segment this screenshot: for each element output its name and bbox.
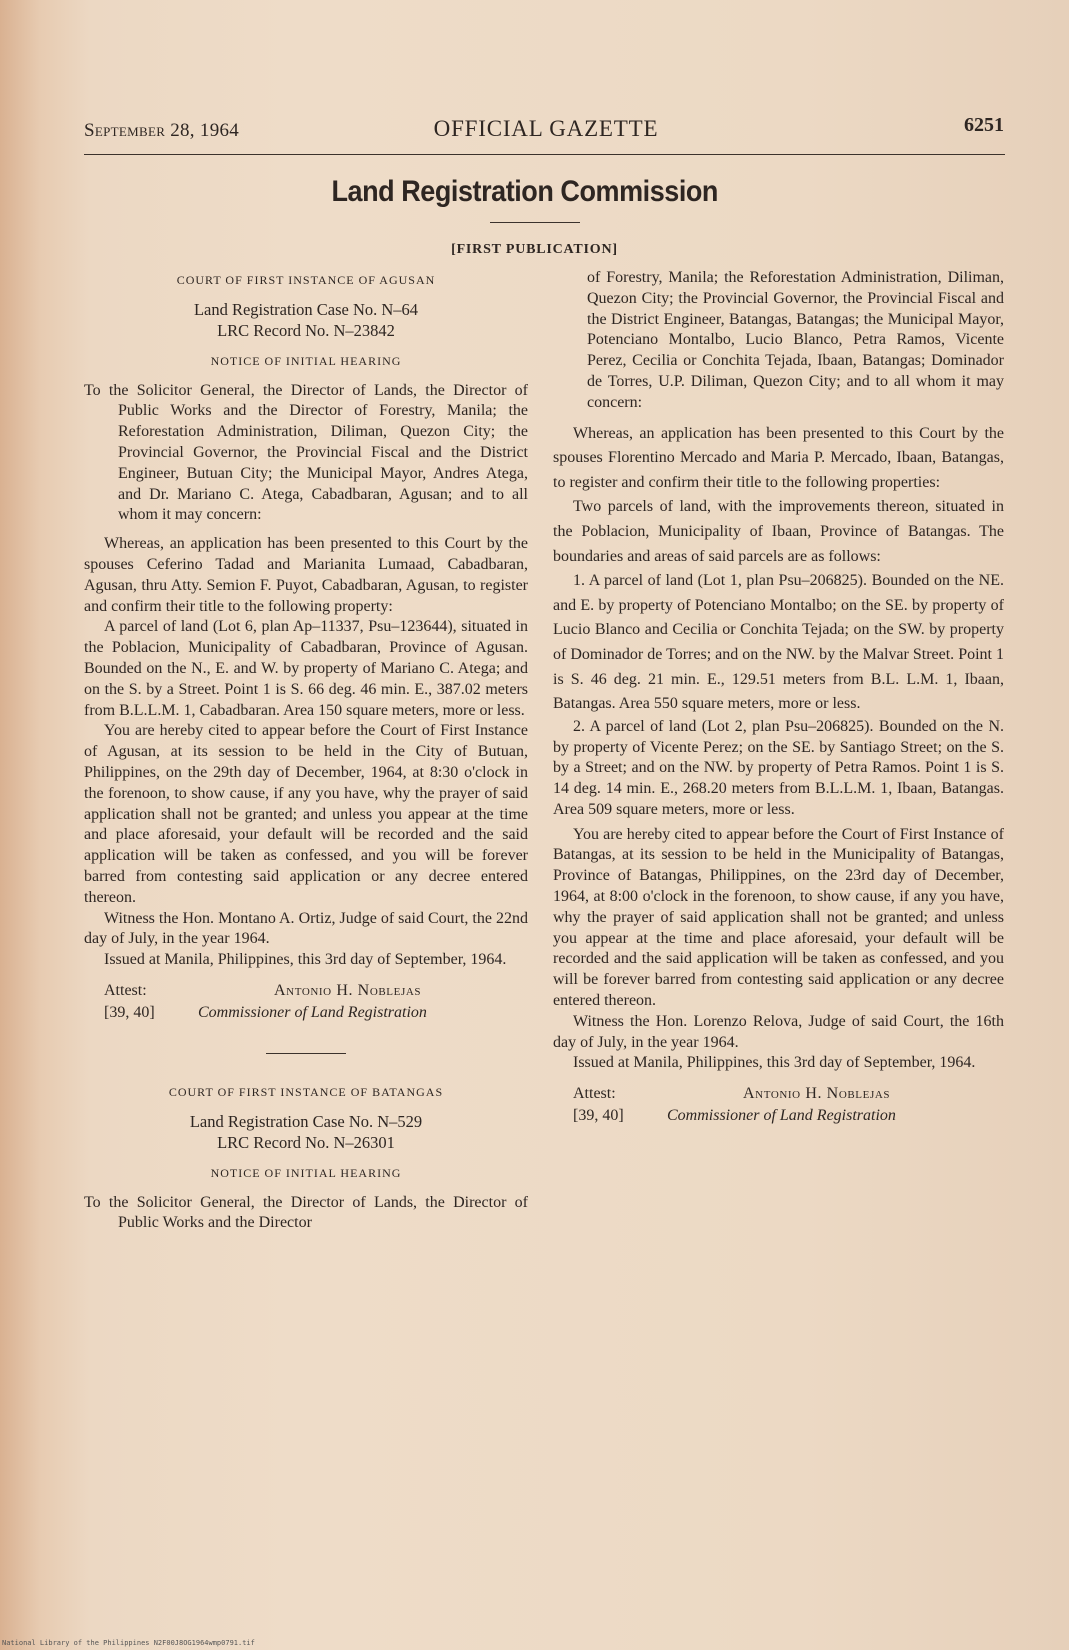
addressees-continued: of Forestry, Manila; the Reforestation Administration, Diliman, Quezon City; the Provincial Governor, the Provincial Fiscal and the District Engineer, Batangas, Batangas; the Municipal Mayor, Potenciano Montalbo, Lucio Blanco, Petra Ramos, Vicente Perez, Cecilia or Conchita Tejada, Ibaan, Batangas; Dominador de Torres, U.P. Diliman, Quezon City; and to all whom it may concern: <box>587 269 1004 411</box>
notice-title: NOTICE OF INITIAL HEARING <box>210 1165 402 1180</box>
paragraph: 1. A parcel of land (Lot 1, plan Psu–206825). Bounded on the NE. and E. by property of Potenciano Montalbo; on the SE. by property of Lucio Blanco and Cecilia or Conchita Tejada; on the SW. by property of Dominador de Torres; and on the NW. by the Malvar Street. Point 1 is S. 46 deg. 21 min. E., 129.51 meters from B.L. L.M. 1, Ibaan, Batangas. Area 550 square meters, more or less. <box>553 572 1004 713</box>
page-number: 6251 <box>964 114 1004 136</box>
case-number: Land Registration Case No. N–64 <box>193 299 419 319</box>
lrc-record: LRC Record No. N–23842 <box>217 320 395 340</box>
title-underline <box>490 222 580 223</box>
page-header <box>84 110 1008 150</box>
notice-title: NOTICE OF INITIAL HEARING <box>210 353 402 368</box>
case-number: Land Registration Case No. N–529 <box>189 1111 423 1131</box>
paragraph: Whereas, an application has been presented to this Court by the spouses Ceferino Tadad and Marianita Lumaad, Cabadbaran, Agusan, thru Atty. Semion F. Puyot, Cabadbaran, Agusan, to register and confirm their title to the following property: <box>84 535 528 615</box>
paragraph: You are hereby cited to appear before the Court of First Instance of Batangas, at its session to be held in the Municipality of Batangas, Province of Batangas, Philippines, on the 23rd day of December, 1964, at 8:00 o'clock in the forenoon, to show cause, if any you have, why the prayer of said application shall not be granted; and unless you appear at the time and place aforesaid, your default will be recorded and the said application will be taken as confessed, and you will be forever barred from contesting said application or any decree entered thereon. <box>553 825 1004 1010</box>
paragraph: 2. A parcel of land (Lot 2, plan Psu–206825). Bounded on the N. by property of Vicente Perez; on the SE. by Santiago Street; on the S. by a Street; and on the NW. by property of Petra Ramos. Point 1 is S. 14 deg. 14 min. E., 268.20 meters from B.L.L.M. 1, Ibaan, Batangas. Area 509 square meters, more or less. <box>553 717 1004 818</box>
gazette-title: OFFICIAL GAZETTE <box>433 116 659 141</box>
attestation <box>553 1084 1004 1128</box>
paragraph: Two parcels of land, with the improvements thereon, situated in the Poblacion, Municipality of Ibaan, Province of Batangas. The boundaries and areas of said parcels are as follows: <box>553 498 1004 565</box>
paragraph: Issued at Manila, Philippines, this 3rd day of September, 1964. <box>104 951 507 969</box>
signatory-name: Antonio H. Noblejas <box>274 981 422 999</box>
publication-note: [FIRST PUBLICATION] <box>451 242 618 257</box>
court-name: COURT OF FIRST INSTANCE OF AGUSAN <box>176 273 436 287</box>
section-title: Land Registration Commission <box>331 175 718 208</box>
paragraph: Witness the Hon. Montano A. Ortiz, Judge of said Court, the 22nd day of July, in the year 1964. <box>84 909 528 948</box>
scan-footer: National Library of the Philippines N2F00J8OG1964wmp0791.tif <box>2 1639 255 1647</box>
paragraph: Witness the Hon. Lorenzo Relova, Judge of said Court, the 16th day of July, in the year 1964. <box>553 1012 1004 1051</box>
issue-date: September 28, 1964 <box>84 120 240 141</box>
attestation <box>84 981 528 1025</box>
lrc-record: LRC Record No. N–26301 <box>217 1132 395 1152</box>
left-column <box>84 268 528 1234</box>
attest-label: Attest: <box>104 981 147 999</box>
signatory-name: Antonio H. Noblejas <box>743 1085 891 1103</box>
header-rule <box>84 154 1005 155</box>
right-column <box>553 268 1004 1128</box>
reference-numbers: [39, 40] <box>104 1003 155 1021</box>
paragraph: You are hereby cited to appear before the Court of First Instance of Agusan, at its session to be held in the City of Butuan, Philippines, on the 29th day of December, 1964, at 8:30 o'clock in the forenoon, to show cause, if any you have, why the prayer of said application shall not be granted; and unless you appear at the time and place aforesaid, your default will be recorded and the said application will be taken as confessed, and you will be forever barred from contesting said application or any decree entered thereon. <box>84 722 528 906</box>
addressees: To the Solicitor General, the Director of Lands, the Director of Public Works and the Director of Forestry, Manila; the Reforestation Administration, Diliman, Quezon City; the Provincial Governor, the Provincial Fiscal and the District Engineer, Butuan City; the Municipal Mayor, Andres Atega, and Dr. Mariano C. Atega, Cabadbaran, Agusan; and to all whom it may concern: <box>84 381 528 524</box>
reference-numbers: [39, 40] <box>573 1107 624 1125</box>
paragraph: A parcel of land (Lot 6, plan Ap–11337, Psu–123644), situated in the Poblacion, Municipality of Cabadbaran, Province of Agusan. Bounded on the N., E. and W. by property of Mariano C. Atega; and on the S. by a Street. Point 1 is S. 66 deg. 46 min. E., 387.02 meters from B.L.L.M. 1, Cabadbaran. Area 150 square meters, more or less. <box>84 618 528 719</box>
court-name: COURT OF FIRST INSTANCE OF BATANGAS <box>168 1084 444 1099</box>
paragraph: Issued at Manila, Philippines, this 3rd day of September, 1964. <box>573 1054 976 1072</box>
addressees: To the Solicitor General, the Director of Lands, the Director of Public Works and the Director <box>84 1193 528 1232</box>
signatory-title: Commissioner of Land Registration <box>667 1107 896 1125</box>
signatory-title: Commissioner of Land Registration <box>198 1003 427 1021</box>
paragraph: Whereas, an application has been presented to this Court by the spouses Florentino Mercado and Maria P. Mercado, Ibaan, Batangas, to register and confirm their title to the following properties: <box>553 424 1004 491</box>
attest-label: Attest: <box>573 1085 616 1103</box>
divider <box>266 1053 346 1054</box>
